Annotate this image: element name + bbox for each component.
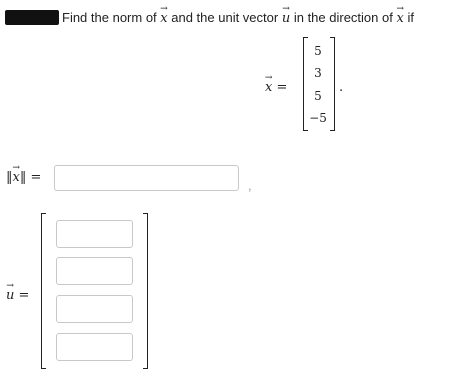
unit-vector-input-1[interactable]	[56, 220, 133, 248]
separator-comma: ,	[248, 178, 252, 193]
unit-vector-right-bracket	[143, 213, 148, 369]
x-vector-definition-label	[265, 80, 287, 95]
question-text	[62, 10, 414, 27]
question-middle: and the unit vector	[171, 10, 279, 25]
unit-vector-input-4[interactable]	[56, 333, 133, 361]
unit-vector-equals-sign: =	[18, 288, 30, 303]
redacted-label	[5, 10, 59, 25]
x-vector-symbol-2: → x	[396, 11, 403, 27]
norm-equals-sign: =	[30, 170, 42, 185]
norm-label	[6, 170, 41, 185]
x-vector-symbol-3: → x	[265, 80, 272, 95]
norm-right-bars: ‖	[19, 170, 27, 185]
norm-input[interactable]	[54, 165, 239, 191]
x-vector-entry: 5	[314, 89, 322, 103]
unit-vector-input-3[interactable]	[56, 295, 133, 323]
norm-left-bars: ‖	[6, 170, 13, 185]
x-vector-entry: −5	[309, 111, 327, 125]
x-vector-entry: 3	[314, 66, 322, 80]
u-vector-symbol: → u	[282, 11, 290, 27]
equals-sign: =	[276, 80, 288, 95]
x-vector-symbol-4: → x	[13, 170, 20, 185]
question-prefix: Find the norm of	[62, 10, 157, 25]
question-suffix: in the direction of	[293, 10, 393, 25]
x-vector-entry: 5	[314, 44, 322, 58]
unit-vector-label	[6, 288, 29, 303]
unit-vector-input-2[interactable]	[56, 257, 133, 285]
x-vector-symbol: → x	[160, 11, 167, 27]
u-vector-symbol-2: → u	[6, 288, 14, 303]
unit-vector-left-bracket	[41, 213, 46, 369]
question-end: if	[407, 10, 414, 25]
x-vector-period: .	[339, 80, 344, 95]
